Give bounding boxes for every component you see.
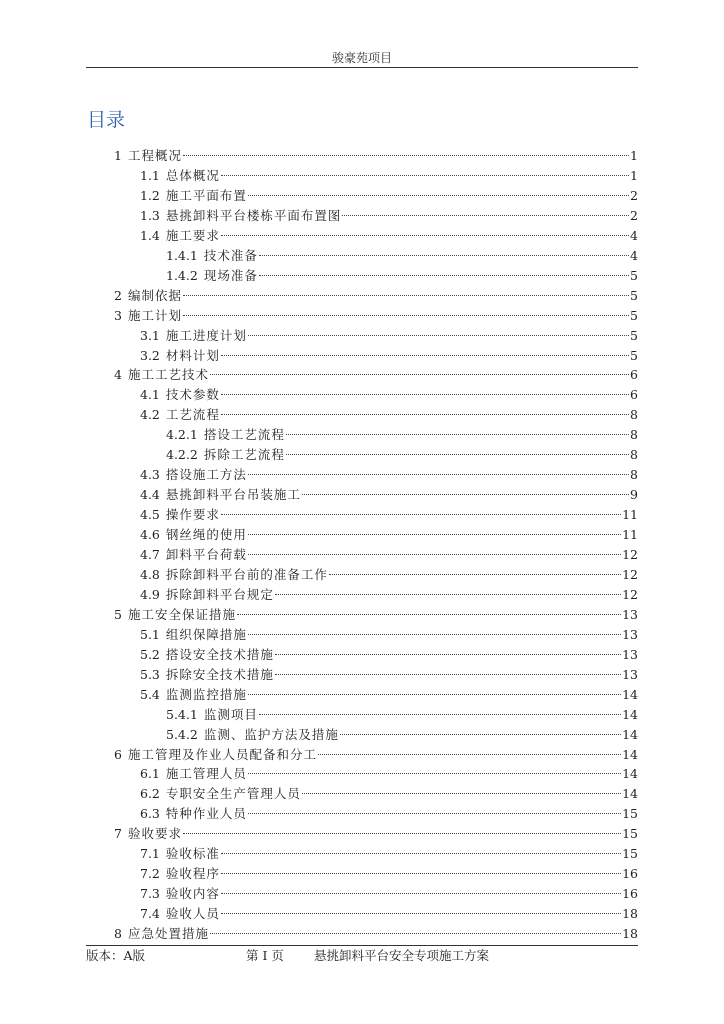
toc-entry-title: 搭设施工方法: [165, 467, 247, 482]
toc-entry-title: 验收内容: [165, 886, 220, 901]
toc-entry-number: 4.2.2: [166, 447, 198, 462]
toc-dot-leader: [221, 375, 629, 395]
toc-entry-page: 13: [622, 627, 638, 642]
toc-entry-title: 施工安全保证措施: [127, 607, 236, 622]
toc-entry-page: 16: [622, 886, 638, 901]
toc-dot-leader: [329, 555, 621, 575]
toc-entry-number: 6.1: [140, 766, 160, 781]
toc-entry-page: 14: [622, 727, 638, 742]
toc-entry-number: 1.4.2: [166, 268, 198, 283]
toc-entry-title: 卸料平台荷载: [165, 547, 247, 562]
toc-entry-title: 施工平面布置: [165, 188, 247, 203]
toc-entry-title: 编制依据: [127, 288, 182, 303]
toc-dot-leader: [183, 276, 629, 296]
toc-entry-number: 4.1: [140, 387, 160, 402]
toc-entry-number: 4: [114, 367, 122, 382]
toc-entry-page: 5: [630, 348, 638, 363]
toc-dot-leader: [275, 635, 621, 655]
toc-entry-page: 14: [622, 786, 638, 801]
toc-entry-page: 15: [622, 826, 638, 841]
toc-entry-title: 悬挑卸料平台吊装施工: [165, 487, 301, 502]
toc-entry-title: 搭设工艺流程: [203, 427, 285, 442]
toc-dot-leader: [286, 435, 629, 455]
toc-entry-title: 技术参数: [165, 387, 220, 402]
toc-dot-leader: [210, 355, 629, 375]
toc-entry-title: 施工管理人员: [165, 766, 247, 781]
toc-dot-leader: [221, 854, 621, 874]
toc-entry-title: 钢丝绳的使用: [165, 527, 247, 542]
toc-dot-leader: [221, 395, 629, 415]
toc-entry-page: 5: [630, 288, 638, 303]
toc-entry-page: 8: [630, 427, 638, 442]
toc-entry-number: 4.9: [140, 587, 160, 602]
toc-entry-number: 8: [114, 926, 122, 941]
toc-dot-leader: [248, 515, 621, 535]
toc-dot-leader: [318, 735, 621, 755]
toc-entry-title: 施工工艺技术: [127, 367, 209, 382]
toc-entry-number: 6.3: [140, 806, 160, 821]
toc-dot-leader: [221, 874, 621, 894]
toc-entry-page: 5: [630, 268, 638, 283]
toc-entry-page: 8: [630, 467, 638, 482]
header-divider: [86, 67, 638, 68]
toc-entry-number: 6: [114, 747, 122, 762]
toc-entry-title: 拆除安全技术措施: [165, 667, 274, 682]
toc-entry-page: 6: [630, 367, 638, 382]
toc-entry-title: 操作要求: [165, 507, 220, 522]
toc-dot-leader: [221, 156, 629, 176]
toc-entry-title: 验收要求: [127, 826, 182, 841]
toc-entry-number: 4.7: [140, 547, 160, 562]
toc-entry-number: 7.4: [140, 906, 160, 921]
toc-entry-number: 1.2: [140, 188, 160, 203]
toc-dot-leader: [302, 774, 621, 794]
toc-entry-number: 1: [114, 148, 122, 163]
toc-dot-leader: [340, 715, 621, 735]
toc-entry-title: 技术准备: [203, 248, 258, 263]
toc-entry-title: 监测项目: [203, 707, 258, 722]
toc-entry-page: 18: [622, 906, 638, 921]
toc-entry-page: 1: [630, 148, 638, 163]
toc-dot-leader: [286, 415, 629, 435]
toc-entry-page: 4: [630, 248, 638, 263]
toc-entry-number: 5.1: [140, 627, 160, 642]
toc-entry-page: 11: [622, 527, 638, 542]
toc-entry-number: 5.4.2: [166, 727, 198, 742]
toc-entry-number: 4.5: [140, 507, 160, 522]
toc-entry-title: 验收程序: [165, 866, 220, 881]
toc-dot-leader: [259, 695, 621, 715]
toc-entry-page: 14: [622, 687, 638, 702]
toc-entry-page: 12: [622, 567, 638, 582]
toc-entry-title: 现场准备: [203, 268, 258, 283]
toc-entry-title: 拆除工艺流程: [203, 447, 285, 462]
toc-entry-title: 验收标准: [165, 846, 220, 861]
toc-entry-title: 专职安全生产管理人员: [165, 786, 301, 801]
toc-dot-leader: [221, 336, 629, 356]
toc-dot-leader: [210, 914, 621, 934]
toc-entry-title: 组织保障措施: [165, 627, 247, 642]
toc-entry-number: 5.4.1: [166, 707, 198, 722]
toc-entry-page: 8: [630, 407, 638, 422]
toc-dot-leader: [302, 475, 629, 495]
toc-entry-page: 13: [622, 607, 638, 622]
toc-entry-title: 总体概况: [165, 168, 220, 183]
toc-entry-page: 6: [630, 387, 638, 402]
toc-entry-page: 13: [622, 647, 638, 662]
toc-dot-leader: [275, 575, 621, 595]
toc-entry-number: 2: [114, 288, 122, 303]
toc-entry-number: 1.1: [140, 168, 160, 183]
toc-entry-page: 4: [630, 228, 638, 243]
footer-doc-title: 悬挑卸料平台安全专项施工方案: [314, 948, 490, 963]
toc-entry-title: 工程概况: [127, 148, 182, 163]
toc-entry-title: 特种作业人员: [165, 806, 247, 821]
toc-entry-number: 4.8: [140, 567, 160, 582]
toc-entry-page: 8: [630, 447, 638, 462]
toc-entry-page: 16: [622, 866, 638, 881]
toc-entry-number: 5: [114, 607, 122, 622]
toc-entry-number: 4.6: [140, 527, 160, 542]
toc-entry-title: 施工要求: [165, 228, 220, 243]
toc-entry-page: 9: [630, 487, 638, 502]
toc-entry-number: 7.3: [140, 886, 160, 901]
toc-entry-title: 工艺流程: [165, 407, 220, 422]
toc-entry-page: 12: [622, 587, 638, 602]
toc-entry-number: 1.4: [140, 228, 160, 243]
toc-entry-page: 15: [622, 806, 638, 821]
toc-entry[interactable]: [114, 918, 638, 941]
toc-entry-page: 14: [622, 747, 638, 762]
toc-entry-page: 2: [630, 208, 638, 223]
toc-dot-leader: [183, 296, 629, 316]
footer-divider: [86, 945, 638, 946]
toc-dot-leader: [248, 754, 621, 774]
toc-entry-title: 搭设安全技术措施: [165, 647, 274, 662]
toc-dot-leader: [259, 236, 629, 256]
toc-entry-title: 拆除卸料平台前的准备工作: [165, 567, 328, 582]
toc-dot-leader: [248, 455, 629, 475]
toc-entry-page: 14: [622, 766, 638, 781]
footer-page-number: 第 I 页: [246, 948, 284, 963]
toc-entry-page: 5: [630, 328, 638, 343]
toc-entry-number: 3: [114, 308, 122, 323]
toc-dot-leader: [221, 495, 621, 515]
toc-entry-number: 4.2: [140, 407, 160, 422]
toc-entry-number: 3.2: [140, 348, 160, 363]
toc-entry-number: 5.3: [140, 667, 160, 682]
toc-dot-leader: [275, 655, 621, 675]
toc-entry-page: 11: [622, 507, 638, 522]
toc-dot-leader: [183, 814, 621, 834]
toc-dot-leader: [221, 894, 621, 914]
toc-entry-title: 应急处置措施: [127, 926, 209, 941]
toc-title: 目录: [87, 109, 126, 131]
toc-entry-page: 15: [622, 846, 638, 861]
toc-entry-number: 1.3: [140, 208, 160, 223]
toc-dot-leader: [221, 834, 621, 854]
toc-entry-title: 监测、监护方法及措施: [203, 727, 339, 742]
toc-entry-title: 监测监控措施: [165, 687, 247, 702]
toc-dot-leader: [259, 256, 629, 276]
toc-entry-number: 6.2: [140, 786, 160, 801]
toc-entry-number: 7.2: [140, 866, 160, 881]
toc-dot-leader: [237, 595, 621, 615]
toc-entry-number: 5.4: [140, 687, 160, 702]
toc-entry-page: 5: [630, 308, 638, 323]
toc-entry-number: 4.2.1: [166, 427, 198, 442]
toc-entry-page: 18: [622, 926, 638, 941]
toc-entry-number: 7: [114, 826, 122, 841]
toc-entry-title: 验收人员: [165, 906, 220, 921]
toc-entry-page: 1: [630, 168, 638, 183]
page-header: 骏豪苑项目: [331, 51, 392, 65]
toc-entry-title: 材料计划: [165, 348, 220, 363]
toc-dot-leader: [248, 176, 629, 196]
toc-dot-leader: [248, 794, 621, 814]
footer-version: 版本：A版: [86, 948, 146, 963]
toc-entry-title: 施工计划: [127, 308, 182, 323]
toc-entry-number: 7.1: [140, 846, 160, 861]
toc-entry-number: 1.4.1: [166, 248, 198, 263]
toc-entry-title: 施工进度计划: [165, 328, 247, 343]
toc-entry-number: 5.2: [140, 647, 160, 662]
toc-entry-title: 拆除卸料平台规定: [165, 587, 274, 602]
toc-entry-title: 施工管理及作业人员配备和分工: [127, 747, 317, 762]
toc-dot-leader: [248, 675, 621, 695]
toc-entry-number: 4.3: [140, 467, 160, 482]
toc-dot-leader: [248, 615, 621, 635]
toc-entry-page: 12: [622, 547, 638, 562]
toc-entry-title: 悬挑卸料平台楼栋平面布置图: [165, 208, 342, 223]
toc-dot-leader: [248, 316, 629, 336]
toc-dot-leader: [248, 535, 621, 555]
toc-dot-leader: [342, 196, 629, 216]
toc-entry-number: 3.1: [140, 328, 160, 343]
toc-entry-number: 4.4: [140, 487, 160, 502]
page-footer: [86, 947, 638, 965]
toc-dot-leader: [183, 136, 629, 156]
toc-entry-page: 2: [630, 188, 638, 203]
toc-dot-leader: [221, 216, 629, 236]
toc-entry-page: 13: [622, 667, 638, 682]
toc-entry-page: 14: [622, 707, 638, 722]
